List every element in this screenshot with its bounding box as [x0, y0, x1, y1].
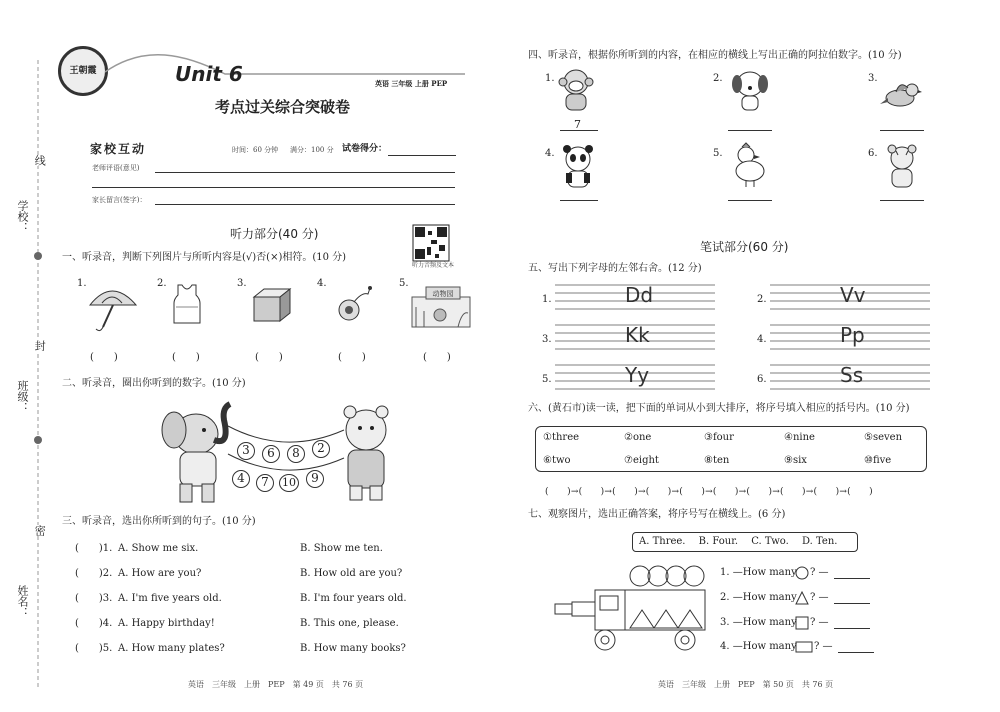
- q5-letter-4: Pp: [840, 323, 865, 347]
- q4-num-1: 1.: [545, 73, 555, 84]
- q7-question-1: 1. —How many: [720, 567, 797, 578]
- q3-row-4-option-a: A. Happy birthday!: [118, 618, 215, 629]
- square-shape-icon: [795, 616, 809, 630]
- seal-word: 封: [33, 340, 47, 351]
- zoo-sign: 动物园: [432, 290, 454, 298]
- q3-row-5-number[interactable]: ( )5.: [75, 643, 113, 654]
- garland-number[interactable]: 9: [306, 470, 324, 488]
- q7-answer-line-3[interactable]: [834, 628, 870, 629]
- secret-word: 密: [33, 525, 47, 536]
- q5-num-5: 5.: [542, 374, 552, 385]
- q7-answer-line-2[interactable]: [834, 603, 870, 604]
- vest-picture: [172, 283, 202, 325]
- home-school-label: 家校互动: [90, 142, 147, 156]
- q3-row-3-number[interactable]: ( )3.: [75, 593, 113, 604]
- logo-text: 王朝霞: [69, 65, 97, 76]
- q6-word: ⑦eight: [624, 455, 659, 466]
- tiger-picture: [884, 145, 920, 189]
- zoo-picture: [410, 283, 474, 329]
- q1-bracket-5[interactable]: ( ): [423, 352, 451, 363]
- q3-row-3-option-a: A. I'm five years old.: [118, 593, 222, 604]
- name-label: 姓名：: [16, 585, 29, 618]
- garland-number[interactable]: 7: [256, 474, 274, 492]
- q5-num-2: 2.: [757, 294, 767, 305]
- elephant-bear-number-garland: [160, 400, 400, 510]
- q5-letter-2: Vv: [840, 283, 866, 307]
- umbrella-picture: [88, 285, 138, 333]
- binding-margin: [0, 0, 60, 712]
- q3-title: 三、听录音，选出你所听到的句子。(10 分): [62, 516, 256, 527]
- q1-item-1: 1.: [77, 278, 87, 289]
- class-label: 班级：: [16, 380, 29, 413]
- written-section-title: 笔试部分(60 分): [700, 240, 789, 254]
- q3-row-4-number[interactable]: ( )4.: [75, 618, 113, 629]
- q7-question-3: 3. —How many: [720, 617, 797, 628]
- q4-num-6: 6.: [868, 148, 878, 159]
- q1-bracket-3[interactable]: ( ): [255, 352, 283, 363]
- q1-item-5: 5.: [399, 278, 409, 289]
- q5-title: 五、写出下列字母的左邻右舍。(12 分): [528, 263, 702, 274]
- q7-question-1-end: ? —: [810, 567, 829, 578]
- q3-row-1-option-a: A. Show me six.: [118, 543, 199, 554]
- q1-item-3: 3.: [237, 278, 247, 289]
- q3-row-1-option-b: B. Show me ten.: [300, 543, 383, 554]
- q3-row-2-option-b: B. How old are you?: [300, 568, 403, 579]
- q6-word: ③four: [704, 432, 734, 443]
- garland-number[interactable]: 3: [237, 442, 255, 460]
- q3-row-2-number[interactable]: ( )2.: [75, 568, 113, 579]
- school-label: 学校：: [16, 200, 29, 233]
- q4-answer-line-5[interactable]: [728, 200, 772, 201]
- score-blank[interactable]: [388, 155, 456, 156]
- garland-number[interactable]: 6: [262, 445, 280, 463]
- q1-bracket-4[interactable]: ( ): [338, 352, 366, 363]
- q1-bracket-1[interactable]: ( ): [90, 352, 118, 363]
- exam-time: 时间：60 分钟: [232, 146, 279, 154]
- q7-answer-line-1[interactable]: [834, 578, 870, 579]
- q4-answer-1: 7: [574, 118, 581, 131]
- q3-row-5-option-b: B. How many books?: [300, 643, 406, 654]
- q6-order-brackets[interactable]: ( )→( )→( )→( )→( )→( )→( )→( )→( )→( ): [545, 487, 873, 497]
- dog-picture: [730, 68, 770, 112]
- score-label: 试卷得分：: [342, 144, 388, 154]
- q1-bracket-2[interactable]: ( ): [172, 352, 200, 363]
- teacher-comment-line-2[interactable]: [92, 187, 455, 188]
- q7-question-2: 2. —How many: [720, 592, 797, 603]
- garland-number[interactable]: 2: [312, 440, 330, 458]
- q3-row-3-option-b: B. I'm four years old.: [300, 593, 407, 604]
- panda-picture: [560, 145, 596, 189]
- line-word: 线: [33, 155, 47, 166]
- garland-number[interactable]: 8: [287, 445, 305, 463]
- q6-word: ④nine: [784, 432, 815, 443]
- teacher-comment-label: 老师评语(意见): [92, 164, 140, 172]
- qr-caption: 听力音频及文本: [412, 262, 455, 269]
- monkey-picture: [558, 68, 594, 112]
- q1-item-4: 4.: [317, 278, 327, 289]
- q5-letter-6: Ss: [840, 363, 864, 387]
- footer-left: 英语 三年级 上册 PEP 第 49 页 共 76 页: [188, 680, 364, 689]
- q5-num-3: 3.: [542, 334, 552, 345]
- garland-number[interactable]: 4: [232, 470, 250, 488]
- q4-num-4: 4.: [545, 148, 555, 159]
- paper-title: 考点过关综合突破卷: [215, 98, 351, 116]
- q2-title: 二、听录音，圈出你听到的数字。(10 分): [62, 378, 246, 389]
- four-line-writing-grid: [555, 283, 935, 393]
- q3-row-1-number[interactable]: ( )1.: [75, 543, 113, 554]
- qr-code-icon[interactable]: [413, 225, 449, 261]
- q7-question-2-end: ? —: [810, 592, 829, 603]
- q6-word: ⑩five: [864, 455, 892, 466]
- unit-title: Unit 6: [175, 62, 243, 86]
- footer-right: 英语 三年级 上册 PEP 第 50 页 共 76 页: [658, 680, 834, 689]
- bird-picture: [880, 80, 922, 110]
- q7-question-4: 4. —How many: [720, 641, 797, 652]
- q6-word: ⑨six: [784, 455, 807, 466]
- yoyo-picture: [332, 286, 374, 324]
- chicken-picture: [732, 145, 768, 189]
- listening-section-title: 听力部分(40 分): [230, 227, 319, 241]
- q3-row-2-option-a: A. How are you?: [118, 568, 202, 579]
- q3-row-4-option-b: B. This one, please.: [300, 618, 399, 629]
- parent-message-label: 家长留言(签字)：: [92, 196, 147, 204]
- q6-title: 六、(黄石市)读一读，把下面的单词从小到大排序，将序号填入相应的括号内。(10 分): [528, 403, 910, 414]
- garland-number[interactable]: 10: [279, 474, 299, 492]
- triangle-shape-icon: [795, 591, 809, 605]
- q7-question-4-end: ? —: [814, 641, 833, 652]
- parent-message-line[interactable]: [155, 204, 455, 205]
- q7-title: 七、观察图片，选出正确答案，将序号写在横线上。(6 分): [528, 509, 786, 520]
- circle-shape-icon: [795, 566, 809, 580]
- q7-answer-line-4[interactable]: [838, 652, 874, 653]
- q4-num-3: 3.: [868, 73, 878, 84]
- q4-num-5: 5.: [713, 148, 723, 159]
- q7-question-3-end: ? —: [810, 617, 829, 628]
- q1-title: 一、听录音，判断下列图片与所听内容是(√)否(×)相符。(10 分): [62, 252, 347, 263]
- q5-letter-5: Yy: [625, 363, 650, 387]
- q6-word: ①three: [543, 432, 580, 443]
- q6-word: ⑥two: [543, 455, 571, 466]
- q5-num-1: 1.: [542, 294, 552, 305]
- q1-item-2: 2.: [157, 278, 167, 289]
- q4-answer-line-4[interactable]: [560, 200, 598, 201]
- logo: [58, 46, 108, 96]
- q6-word: ⑤seven: [864, 432, 903, 443]
- box-picture: [250, 287, 292, 323]
- q4-title: 四、听录音，根据你所听到的内容，在相应的横线上写出正确的阿拉伯数字。(10 分): [528, 50, 902, 61]
- q4-num-2: 2.: [713, 73, 723, 84]
- q5-num-4: 4.: [757, 334, 767, 345]
- shape-truck-picture: [550, 562, 710, 662]
- q6-word: ⑧ten: [704, 455, 730, 466]
- q4-answer-line-3[interactable]: [880, 130, 924, 131]
- q4-answer-line-6[interactable]: [880, 200, 924, 201]
- book-tags: 英语 三年级 上册 PEP: [375, 79, 448, 88]
- q3-row-5-option-a: A. How many plates?: [118, 643, 225, 654]
- q5-letter-3: Kk: [625, 323, 650, 347]
- q6-word: ②one: [624, 432, 652, 443]
- q4-answer-line-2[interactable]: [728, 130, 772, 131]
- q5-num-6: 6.: [757, 374, 767, 385]
- teacher-comment-line[interactable]: [155, 172, 455, 173]
- q5-letter-1: Dd: [625, 283, 654, 307]
- rectangle-shape-icon: [795, 641, 813, 653]
- q7-options-box: A. Three. B. Four. C. Two. D. Ten.: [632, 532, 858, 552]
- full-score: 满分：100 分: [290, 146, 334, 154]
